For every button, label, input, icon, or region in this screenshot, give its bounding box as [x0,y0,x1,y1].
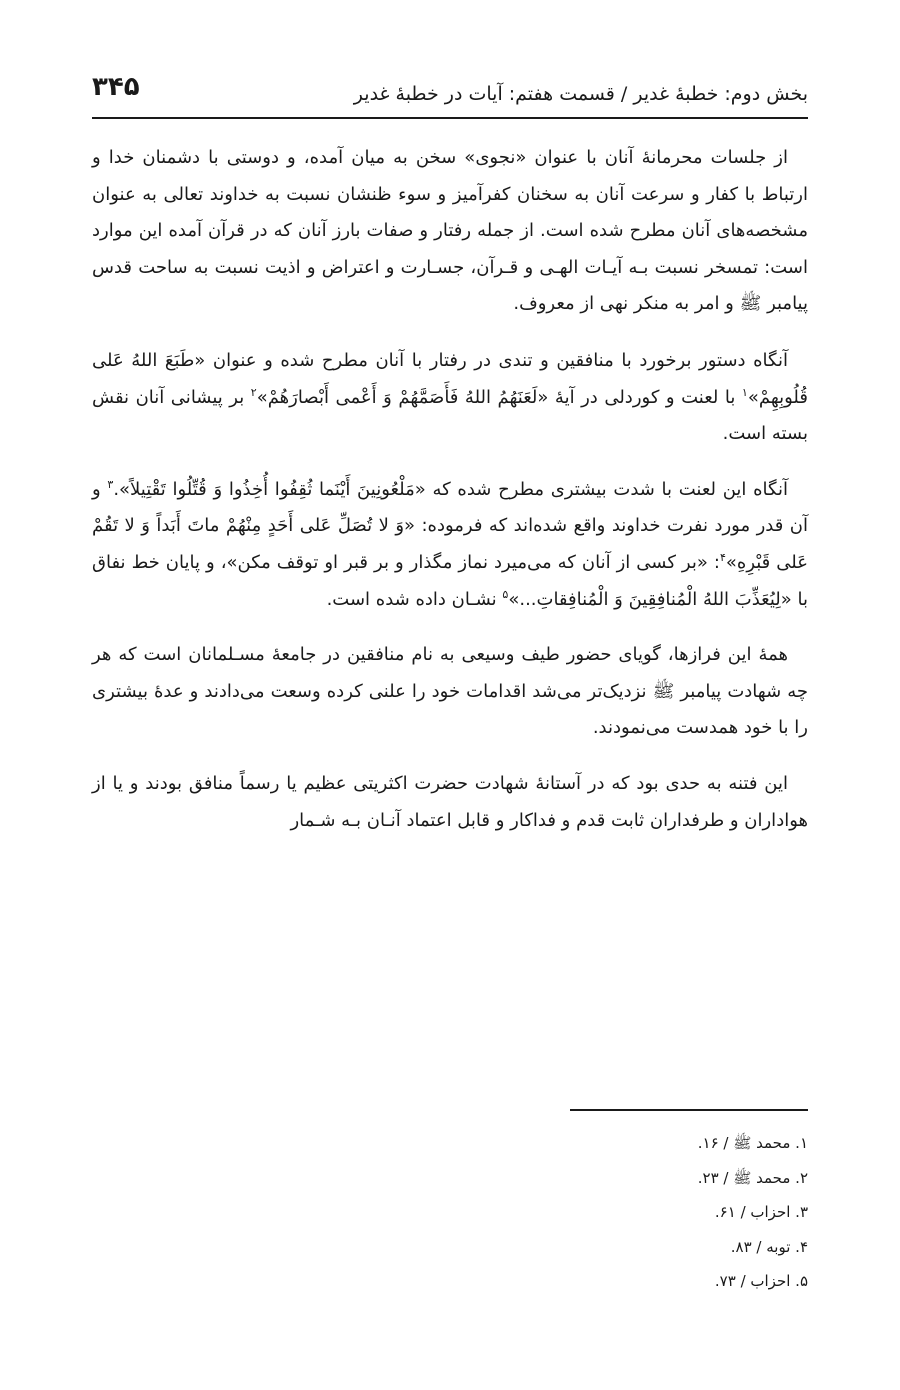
paragraph-3-part-c: : «بر کسی از آنان که می‌میرد نماز مگذار و بر قبر او توقف مکن»، و پایان خط نفاق با «لِیُعَذِّبَ اللهُ الْمُنافِقِینَ وَ الْمُنافِقاتِ...» [92,551,808,610]
paragraph-1: از جلسات محرمانهٔ آنان با عنوان «نجوی» سخن به میان آمده، و دوستی با دشمنان خدا و ارتباط با کفار و سرعت آنان به سخنان کفرآمیز و سوء ظنشان نسبت به خداوند تعالی به عنوان مشخصه‌های آنان مطرح شده است. از جمله رفتار و صفات بارز آنان که در قرآن آمده این موارد است: تمسخر نسبت بـه آیـات الهـی و قـرآن، جسـارت و اعتراض و اذیت نسبت به ساحت قدس پیامبر ﷺ و امر به منکر نهی از معروف. [92,147,808,315]
paragraph-4: همهٔ این فرازها، گویای حضور طیف وسیعی به نام منافقین در جامعهٔ مسـلمانان است که هر چه شهادت پیامبر ﷺ نزدیک‌تر می‌شد اقدامات خود را علنی کرده وسعت می‌دادند و عدهٔ بیشتری را با خود همدست می‌نمودند. [92,644,808,739]
footnote-ref-2: ۲ [250,385,257,399]
paragraph-3-part-d: نشـان داده شده است. [326,588,503,610]
footnote-ref-4: ۴ [719,550,726,564]
paragraph-3-part-a: آنگاه این لعنت با شدت بیشتری مطرح شده که «مَلْعُونِینَ أَیْنَما ثُقِفُوا أُخِذُوا وَ قُتِّلُوا تَقْتِیلاً». [113,478,788,500]
page-number: ۳۴۵ [92,72,140,102]
footnote-divider [570,1109,808,1111]
footnote-1: ۱. محمد ﷺ / ۱۶. [697,1134,808,1152]
page-header [92,62,808,114]
footnote-ref-1: ۱ [741,385,748,399]
paragraph-2 [92,343,808,453]
header-divider [92,117,808,119]
footnote-3: ۳. احزاب / ۶۱. [714,1203,808,1221]
footnote-4: ۴. توبه / ۸۳. [730,1237,808,1256]
paragraph-3-part-b: و آن قدر مورد نفرت خداوند واقع شده‌اند که فرموده: «وَ لا تُصَلِّ عَلی أَحَدٍ مِنْهُمْ ماتَ أَبَداً وَ لا تَقُمْ عَلی قَبْرِهِ» [92,478,808,573]
body-text [92,140,808,858]
paragraph-3 [92,472,808,618]
footnote-2: ۲. محمد ﷺ / ۲۳. [697,1168,808,1187]
running-title: بخش دوم: خطبهٔ غدیر / قسمت هفتم: آیات در خطبهٔ غدیر [353,83,808,105]
footnote-ref-3: ۳ [107,477,114,491]
paragraph-2-part-a: آنگاه دستور برخورد با منافقین و تندی در رفتار با آنان مطرح شده و عنوان «طَبَعَ اللهُ عَلی قُلُوبِهِمْ» [92,349,808,408]
footnote-5: ۵. احزاب / ۷۳. [714,1272,808,1290]
footnotes-list [408,1126,808,1299]
paragraph-5: این فتنه به حدی بود که در آستانهٔ شهادت حضرت اکثریتی عظیم یا رسماً منافق بودند و یا از هواداران و طرفداران ثابت قدم و فداکار و قابل اعتماد آنـان بـه شـمار [92,772,808,831]
paragraph-2-part-b: با لعنت و کوردلی در آیهٔ «لَعَنَهُمُ اللهُ فَأَصَمَّهُمْ وَ أَعْمی أَبْصارَهُمْ» [256,386,742,408]
footnote-ref-5: ۵ [502,587,509,601]
paragraph-2-part-c: بر پیشانی آنان نقش بسته است. [92,386,808,445]
